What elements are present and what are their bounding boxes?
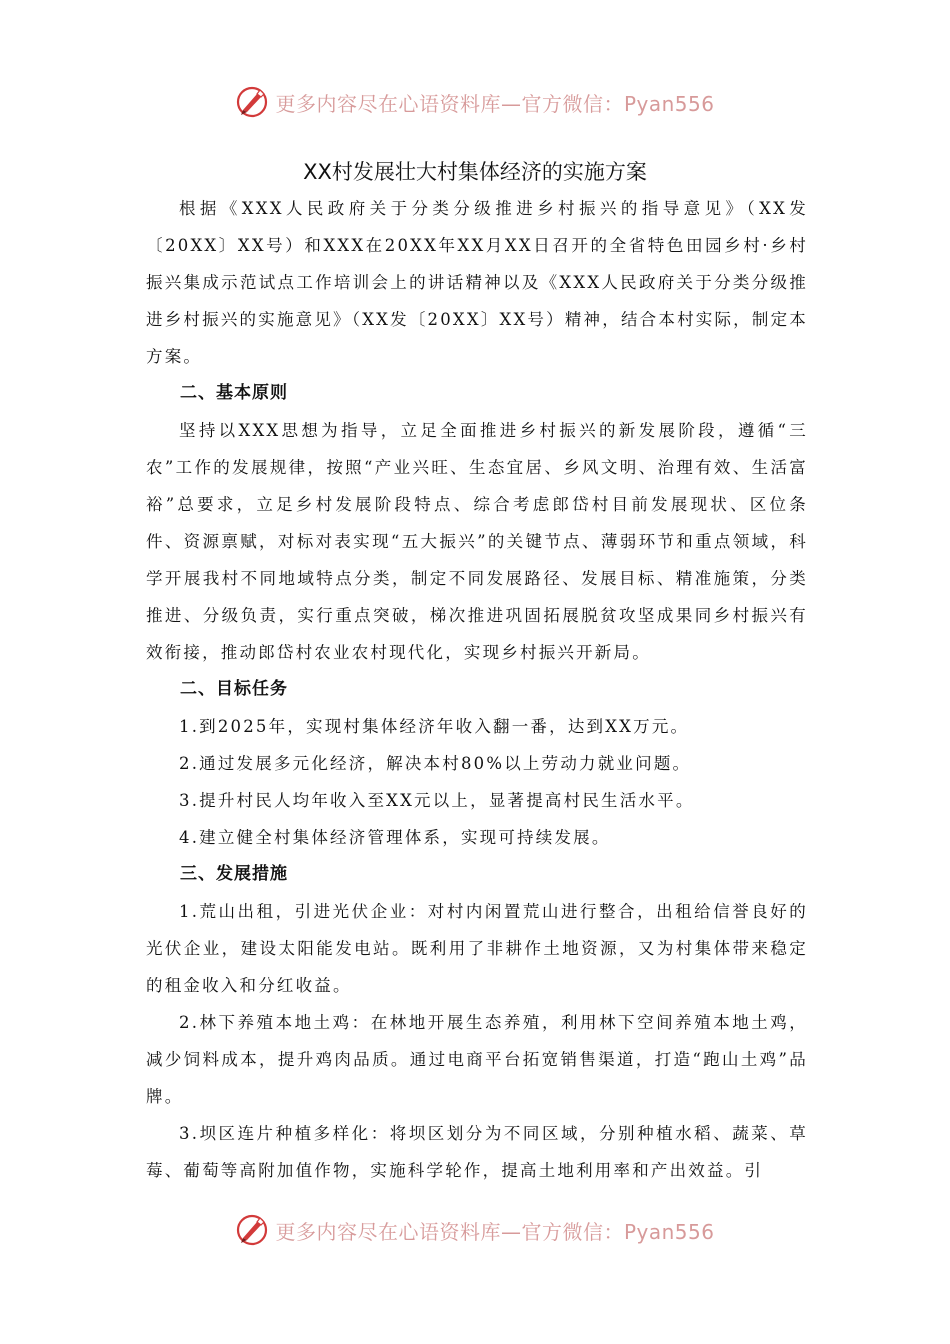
header-watermark-banner [0,82,950,122]
watermark-text: 更多内容尽在心语资料库—官方微信：Pyan556 [275,91,715,116]
document-title: XX村发展壮大村集体经济的实施方案 [303,160,647,184]
section-heading-goals: 二、目标任务 [180,679,288,699]
pen-logo-icon [235,1213,269,1247]
goal-item: 2.通过发展多元化经济，解决本村80%以上劳动力就业问题。 [179,754,692,773]
measure-paragraph: 3.坝区连片种植多样化：将坝区划分为不同区域，分别种植水稻、蔬菜、草莓、葡萄等高附加值作物，实施科学轮作，提高土地利用率和产出效益。引 [146,1124,808,1180]
measure-paragraph: 1.荒山出租，引进光伏企业：对村内闲置荒山进行整合，出租给信誉良好的光伏企业，建设太阳能发电站。既利用了非耕作土地资源，又为村集体带来稳定的租金收入和分红收益。 [146,902,808,995]
pen-logo-icon [235,85,269,119]
section-heading-principles: 二、基本原则 [180,383,288,403]
goal-item: 3.提升村民人均年收入至XX元以上，显著提高村民生活水平。 [179,791,695,810]
goal-item: 4.建立健全村集体经济管理体系，实现可持续发展。 [179,828,611,847]
document-body [146,190,808,1189]
measure-paragraph: 2.林下养殖本地土鸡：在林地开展生态养殖，利用林下空间养殖本地土鸡，减少饲料成本，提升鸡肉品质。通过电商平台拓宽销售渠道，打造“跑山土鸡”品牌。 [146,1013,808,1106]
principles-paragraph: 坚持以XXX思想为指导，立足全面推进乡村振兴的新发展阶段，遵循“三农”工作的发展规律，按照“产业兴旺、生态宜居、乡风文明、治理有效、生活富裕”总要求，立足乡村发展阶段特点、综合考虑郎岱村目前发展现状、区位条件、资源禀赋，对标对表实现“五大振兴”的关键节点、薄弱环节和重点领域，科学开展我村不同地域特点分类，制定不同发展路径、发展目标、精准施策，分类推进、分级负责，实行重点突破，梯次推进巩固拓展脱贫攻坚成果同乡村振兴有效衔接，推动郎岱村农业农村现代化，实现乡村振兴开新局。 [146,421,808,662]
intro-paragraph: 根据《XXX人民政府关于分类分级推进乡村振兴的指导意见》（XX发〔20XX〕XX号）和XXX在20XX年XX月XX日召开的全省特色田园乡村·乡村振兴集成示范试点工作培训会上的讲话精神以及《XXX人民政府关于分类分级推进乡村振兴的实施意见》（XX发〔20XX〕XX号）精神，结合本村实际，制定本方案。 [146,199,808,366]
watermark-text: 更多内容尽在心语资料库—官方微信：Pyan556 [275,1219,715,1244]
goal-item: 1.到2025年，实现村集体经济年收入翻一番，达到XX万元。 [179,717,690,736]
section-heading-measures: 三、发展措施 [180,864,288,884]
footer-watermark-banner [0,1210,950,1250]
